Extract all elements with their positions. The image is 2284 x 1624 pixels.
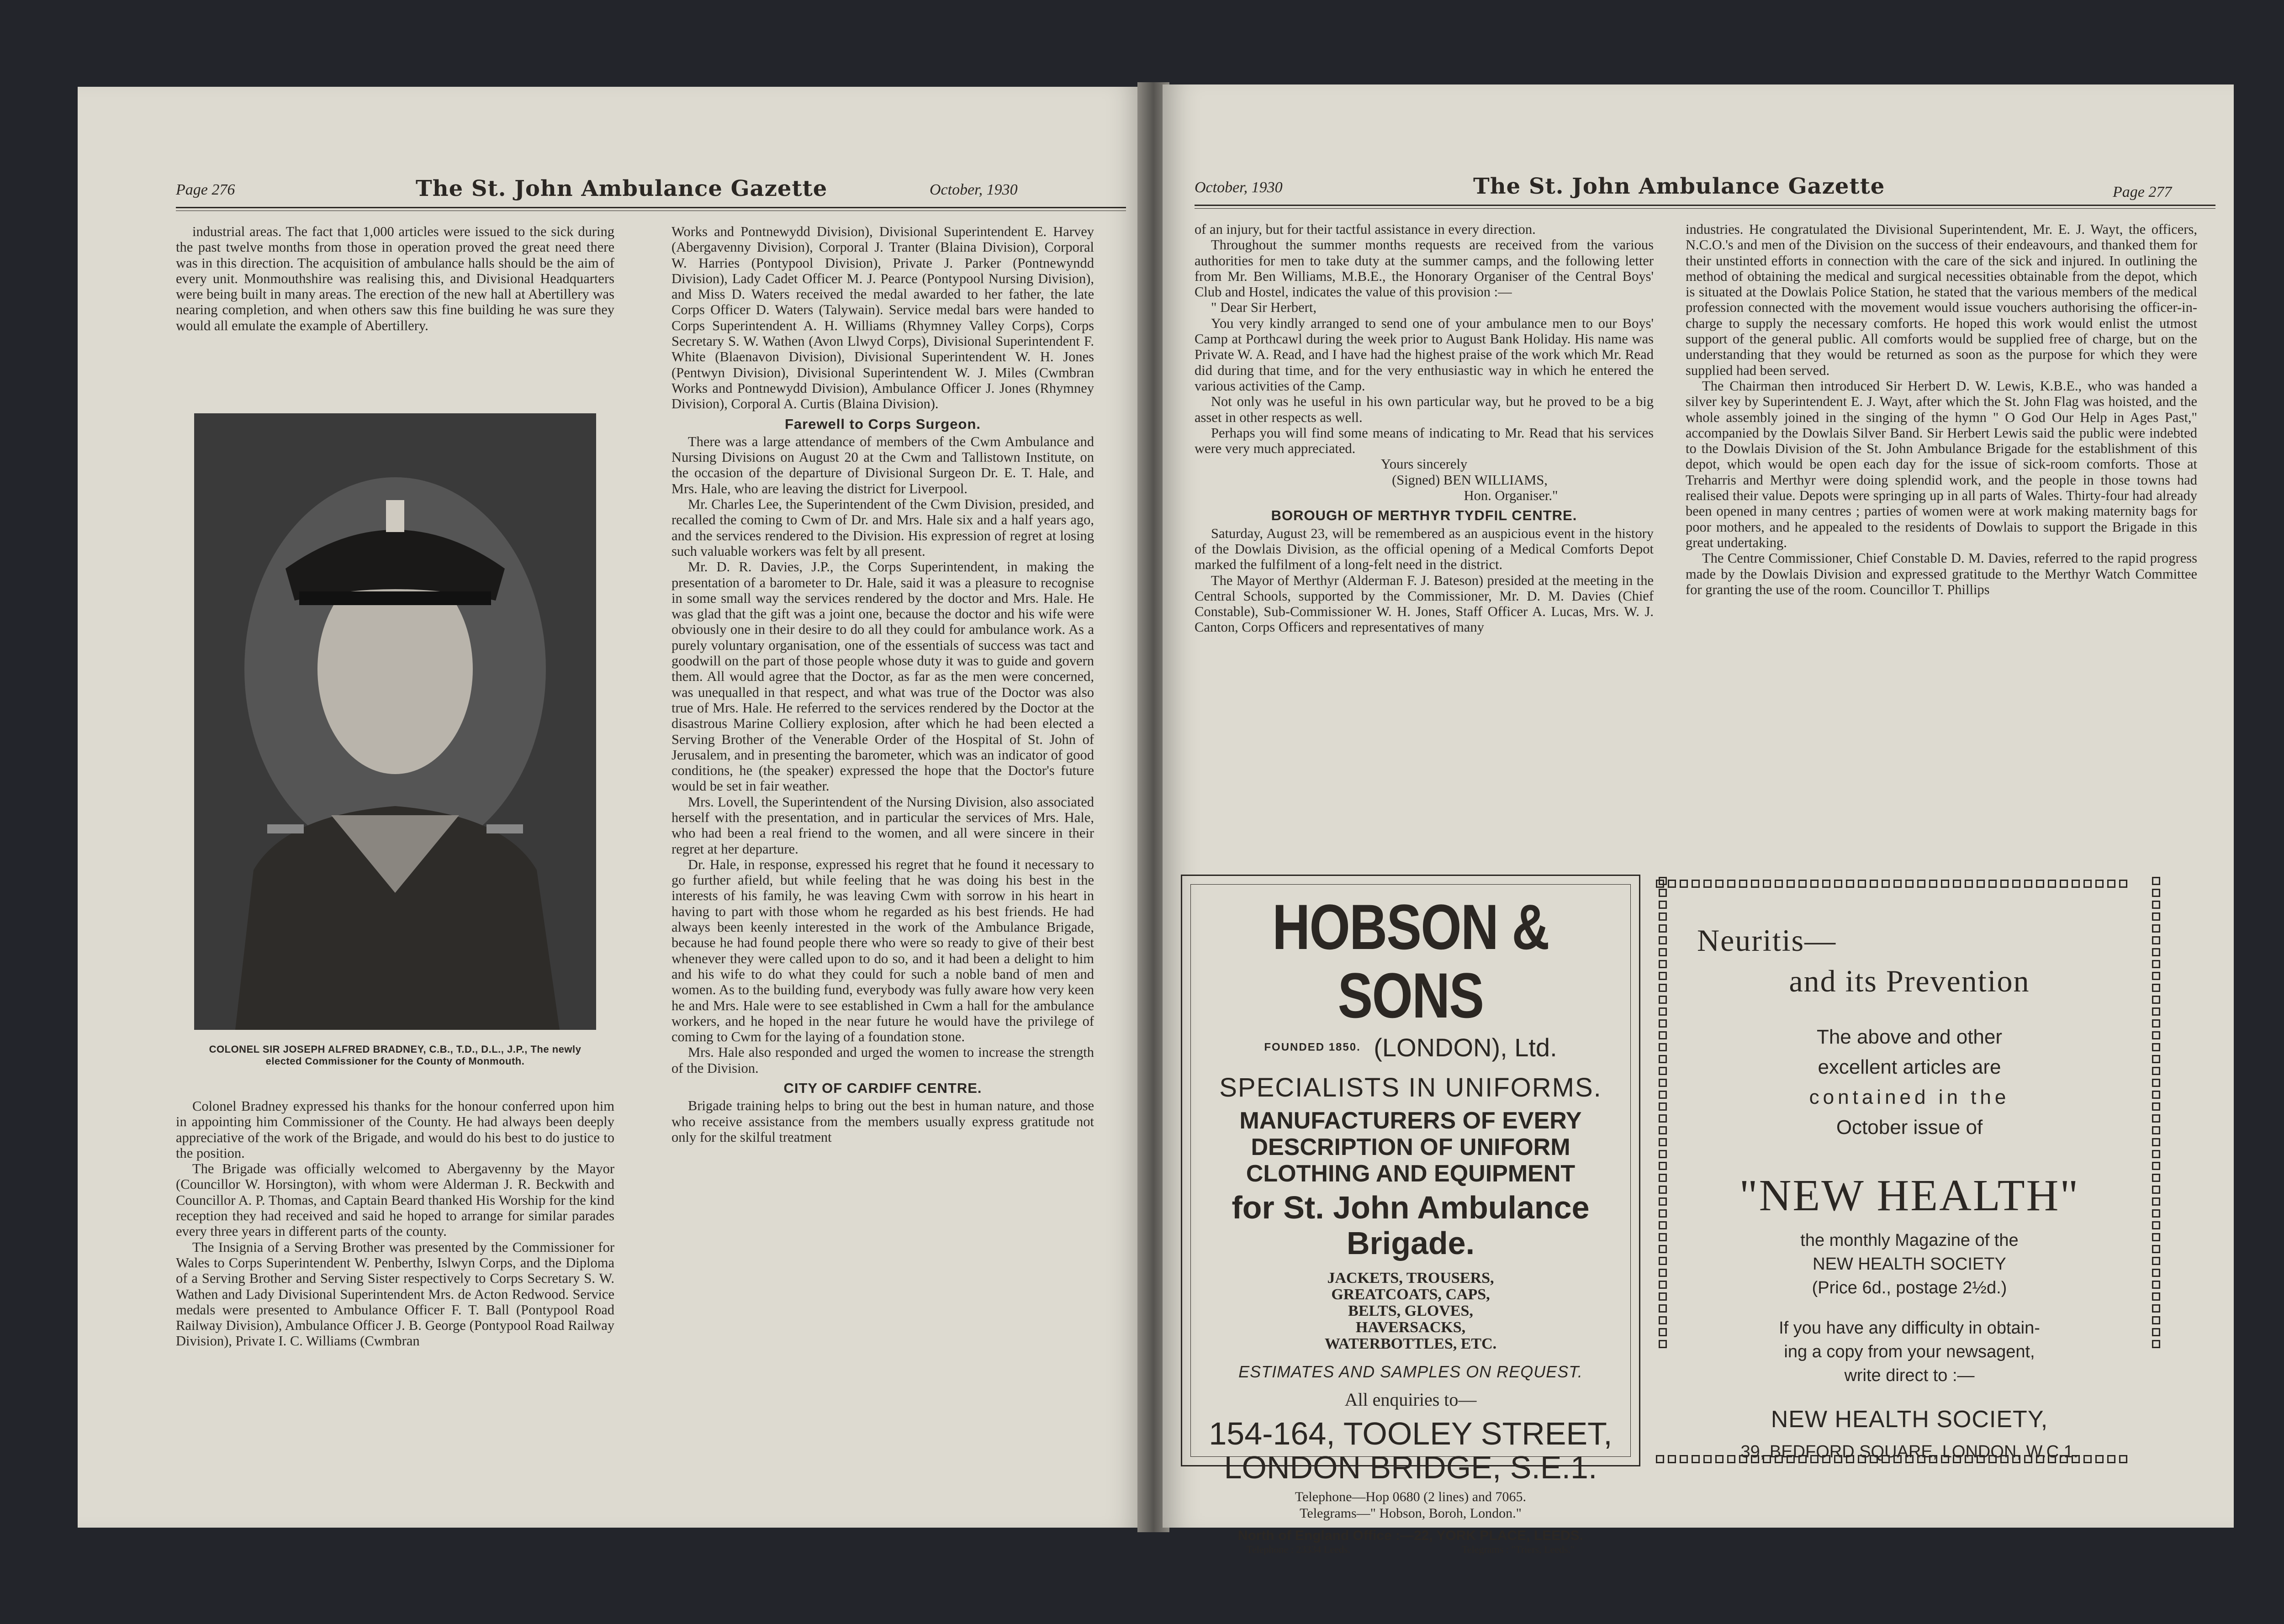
- health-text: The above and other: [1816, 1026, 2003, 1048]
- border-square: [2152, 1197, 2160, 1206]
- hobson-for-line: for St. John Ambulance Brigade.: [1232, 1190, 1590, 1261]
- hobson-telephone: Telephone—Hop 0680 (2 lines) and 7065.: [1295, 1489, 1527, 1504]
- letter-paragraph: You very kindly arranged to send one of your ambulance men to our Boys' Camp at Porthcawl during the week prior to August Bank Holiday. His name was Private W. A. Read, and I have had the highest praise of the work which Mr. Read did during that time, and for the very enthusiastic way in which he entered the various activities of the Camp.: [1195, 315, 1654, 394]
- border-square: [2152, 1209, 2160, 1218]
- border-square: [1763, 880, 1771, 888]
- left-page-number: Page 276: [176, 181, 235, 198]
- hobson-north-office: North of England Office :—22, YORK PLACE, LEEDS.: [1237, 1528, 1584, 1543]
- border-square: [1846, 880, 1854, 888]
- border-square: [2036, 880, 2044, 888]
- border-square: [2152, 912, 2160, 921]
- border-square: [1893, 880, 1902, 888]
- left-header: [78, 176, 1144, 208]
- paragraph: The Chairman then introduced Sir Herbert D. W. Lewis, K.B.E., who was handed a silver key by Superintendent E. J. Wayt, after which the St. John Flag was hoisted, and the whole assembly joined in the singing of the hymn " O God Our Help in Ages Past," accompanied by the Dowlais Silver Band. Sir Herbert Lewis said the public were indebted to the Dowlais Division of the St. John Ambulance Brigade for the establishment of this depot, which would be open each day for the issue of sick-room comforts. Those at Treharris and Merthyr were doing splendid work, and the people in those towns had realised their value. Depots were springing up in all parts of Wales. Thirty-four had already been opened in many centres ; parties of women were at work making maternity bags for poor mothers, and he appealed to the residents of Dowlais to support the Brigade in this great undertaking.: [1686, 378, 2197, 550]
- border-square: [1659, 1043, 1667, 1051]
- border-square: [2152, 1340, 2160, 1348]
- hobson-founded: FOUNDED 1850.: [1264, 1041, 1361, 1054]
- hobson-manufacturers: MANUFACTURERS OF EVERY DESCRIPTION OF UNIFORM CLOTHING AND EQUIPMENT: [1239, 1107, 1582, 1187]
- left-month: October, 1930: [930, 181, 1018, 198]
- portrait-photo: [194, 413, 596, 1030]
- border-square: [2048, 880, 2056, 888]
- left-col2: [671, 224, 1094, 1145]
- border-square: [1659, 1067, 1667, 1075]
- paragraph: The Centre Commissioner, Chief Constable D. M. Davies, referred to the rapid progress made by the Dowlais Division and expressed gratitude to the Merthyr Watch Committee for granting the use of the room. Councillor T. Phillips: [1686, 550, 2197, 597]
- border-square: [1727, 880, 1735, 888]
- border-square: [1659, 889, 1667, 897]
- border-square: [2152, 996, 2160, 1004]
- portrait-caption: COLONEL SIR JOSEPH ALFRED BRADNEY, C.B., T.D., D.L., J.P., The newly elected Commissioner for the County of Monmouth.: [209, 1044, 582, 1067]
- border-square: [1659, 1233, 1667, 1241]
- hobson-advert: [1181, 875, 1640, 1555]
- hobson-address1: 154-164, TOOLEY STREET,: [1209, 1416, 1613, 1451]
- paragraph: Mrs. Hale also responded and urged the women to increase the strength of the Division.: [671, 1044, 1094, 1076]
- border-square: [1703, 880, 1712, 888]
- border-square: [2152, 1114, 2160, 1123]
- border-square: [2152, 1079, 2160, 1087]
- border-square: [1659, 1245, 1667, 1253]
- border-square: [1659, 1162, 1667, 1170]
- right-page-number: Page 277: [2113, 184, 2172, 200]
- border-square: [1659, 1269, 1667, 1277]
- border-square: [1822, 880, 1830, 888]
- border-square: [2152, 1150, 2160, 1158]
- hobson-telegrams: Telegrams—" Hobson, Boroh, London.": [1300, 1506, 1522, 1521]
- hobson-items: [1191, 1270, 1630, 1352]
- border-square: [2152, 1304, 2160, 1313]
- left-col1-top: [176, 224, 614, 333]
- border-square: [1659, 1174, 1667, 1182]
- border-square: [1692, 880, 1700, 888]
- border-square: [1870, 880, 1878, 888]
- letter-paragraph: Perhaps you will find some means of indicating to Mr. Read that his services were very much appreciated.: [1195, 425, 1654, 457]
- paragraph: The Mayor of Merthyr (Alderman F. J. Bateson) presided at the meeting in the Central Schools, supported by the Commissioner, Mr. D. M. Davies (Chief Constable), Sub-Commissioner W. H. Jones, Staff Officer A. Lucas, Mrs. W. J. Canton, Corps Officers and representatives of many: [1195, 572, 1654, 635]
- health-text: October issue of: [1836, 1116, 1983, 1139]
- letter-salutation: " Dear Sir Herbert,: [1211, 300, 1316, 316]
- health-sub: NEW HEALTH SOCIETY: [1813, 1255, 2006, 1274]
- border-square: [2152, 1174, 2160, 1182]
- health-address: 39, BEDFORD SQUARE, LONDON, W.C.1.: [1740, 1442, 2078, 1461]
- decorative-border-top: [1656, 877, 2163, 891]
- border-square: [1953, 880, 1961, 888]
- paragraph: The Brigade was officially welcomed to Abergavenny by the Mayor (Councillor W. Horsington), with whom were Alderman J. R. Beckwith and Councillor A. P. Thomas, and Captain Beard thanked His Worship for the kind reception they had received and said he hoped to arrange for similar parades every three years in different parts of the county.: [176, 1161, 614, 1239]
- new-health-advert: [1656, 877, 2163, 1466]
- border-square: [1715, 880, 1724, 888]
- border-square: [1659, 1102, 1667, 1111]
- health-magazine-title: "NEW HEALTH": [1739, 1171, 2080, 1220]
- border-square: [1659, 1019, 1667, 1028]
- hobson-estimates: ESTIMATES AND SAMPLES ON REQUEST.: [1238, 1362, 1583, 1381]
- border-square: [2152, 1138, 2160, 1146]
- border-square: [2152, 1257, 2160, 1265]
- border-square: [2152, 1067, 2160, 1075]
- hobson-item: JACKETS, TROUSERS,: [1327, 1270, 1494, 1287]
- border-square: [1929, 880, 1937, 888]
- hobson-address2: LONDON BRIDGE, S.E.1.: [1224, 1450, 1597, 1485]
- border-square: [2152, 1162, 2160, 1170]
- hobson-north-tel: Telephone : 23334 Leeds.: [1246, 1544, 1350, 1555]
- border-square: [1834, 880, 1842, 888]
- border-square: [2072, 880, 2080, 888]
- border-square: [1775, 880, 1783, 888]
- border-square: [1659, 1257, 1667, 1265]
- border-square: [2152, 1316, 2160, 1324]
- health-heading2: and its Prevention: [1789, 964, 2030, 998]
- border-square: [1739, 880, 1747, 888]
- hobson-item: GREATCOATS, CAPS,: [1331, 1286, 1490, 1303]
- letter-paragraph: Not only was he useful in his own particular way, but he proved to be a big asset in other respects as well.: [1195, 394, 1654, 425]
- hobson-north-telegrams: Telegrams : "Triers, Leeds.": [1461, 1544, 1575, 1555]
- hobson-specialists: SPECIALISTS IN UNIFORMS.: [1219, 1073, 1602, 1102]
- border-square: [2152, 889, 2160, 897]
- left-gazette-title: The St. John Ambulance Gazette: [416, 176, 828, 201]
- border-square: [1882, 880, 1890, 888]
- border-square: [1659, 1197, 1667, 1206]
- paragraph: Mr. D. R. Davies, J.P., the Corps Superintendent, in making the presentation of a barometer to Dr. Hale, said it was a pleasure to recognise in some small way the services rendered by the doctor and Mrs. Hale. He was glad that the gift was a joint one, because the doctor and his wife were obviously one in their desire to do all they could for ambulance work. As a purely voluntary organisation, one of the essentials of success was tact and goodwill on the part of those people whose duty it was to guide and govern them. All would agree that the Doctor, as far as the men were concerned, was unequalled in that respect, and what was true of the Doctor was also true of Mrs. Hale. He referred to the services rendered by the Doctor at the disastrous Marine Colliery explosion, after which he had been elected a Serving Brother of the Venerable Order of the Hospital of St. John of Jerusalem, and in presenting the barometer, which was an indicator of good conditions, he (the speaker) expressed the hope that the Doctor's future would be set in fair weather.: [671, 559, 1094, 794]
- left-col1-bottom: [176, 1098, 614, 1349]
- health-society: NEW HEALTH SOCIETY,: [1771, 1406, 2048, 1433]
- border-square: [1659, 948, 1667, 956]
- border-square: [1659, 972, 1667, 980]
- border-square: [1659, 1186, 1667, 1194]
- border-square: [2152, 984, 2160, 992]
- paragraph: The Insignia of a Serving Brother was presented by the Commissioner for Wales to Corps Superintendent W. Penberthy, Islwyn Corps, and the Diploma of a Serving Brother and Serving Sister respectively to Corps Secretary S. W. Wathen and Lady Divisional Superintendent Mrs. de Acton Redwood. Service medals were presented to Ambulance Officer F. T. Ball (Pontypool Road Railway Division), Ambulance Officer J. B. George (Pontypool Road Railway Division), Private I. C. Williams (Cwmbran: [176, 1239, 614, 1349]
- paragraph: Mrs. Lovell, the Superintendent of the Nursing Division, also associated herself with the presentation, and in particular the services of Mrs. Hale, who had been a real friend to the women, and all were sincere in their regret at her departure.: [671, 794, 1094, 857]
- health-text: contained in the: [1809, 1086, 2010, 1108]
- border-square: [1905, 880, 1914, 888]
- border-square: [1659, 901, 1667, 909]
- border-square: [1659, 1281, 1667, 1289]
- border-square: [1659, 1031, 1667, 1039]
- paragraph: Mr. Charles Lee, the Superintendent of the Cwm Division, presided, and recalled the coming to Cwm of Dr. and Mrs. Hale six and a half years ago, and the services rendered to the Division. His expression of regret at losing such valuable workers was felt by all present.: [671, 496, 1094, 559]
- border-square: [2152, 924, 2160, 933]
- border-square: [2152, 1233, 2160, 1241]
- border-square: [1965, 880, 1973, 888]
- health-text: excellent articles are: [1818, 1056, 2001, 1078]
- border-square: [2152, 1269, 2160, 1277]
- paragraph: Dr. Hale, in response, expressed his regret that he found it necessary to go further afield, but while feeling that he was doing his best in the interests of his family, he was leaving Cwm with sorrow in his heart in having to part with those whom he regarded as his best friends. He had always been keenly interested in the work of the Ambulance Brigade, because he had found people there who were so ready to give of their best whenever they were called upon to do so, and it had been a delight to him and his wife to do what they could for such a noble band of men and women. As to the building fund, everybody was fully aware how very keen he and Mrs. Hale were to see established in Cwm a hall for the ambulance workers, and he hoped in the near future he would have the privilege of coming to Cwm for the laying of a foundation stone.: [671, 856, 1094, 1045]
- border-square: [1659, 912, 1667, 921]
- border-square: [1659, 960, 1667, 968]
- health-heading1: Neuritis—: [1697, 923, 1837, 958]
- border-square: [2152, 1043, 2160, 1051]
- border-square: [1659, 1316, 1667, 1324]
- border-square: [1659, 984, 1667, 992]
- border-square: [2095, 880, 2104, 888]
- right-header: [1163, 174, 2234, 206]
- paragraph: Throughout the summer months requests are received from the various authorities for men to take duty at the summer camps, and the following letter from Mr. Ben Williams, M.B.E., the Honorary Organiser of the Central Boys' Club and Hostel, indicates the value of this provision :—: [1195, 237, 1654, 300]
- paragraph: of an injury, but for their tactful assistance in every direction.: [1195, 221, 1536, 237]
- border-square: [1858, 880, 1866, 888]
- letter-role: Hon. Organiser.": [1464, 488, 1558, 504]
- border-square: [2152, 1328, 2160, 1336]
- border-square: [1659, 1292, 1667, 1301]
- border-square: [2152, 936, 2160, 944]
- border-square: [1988, 880, 1997, 888]
- paragraph: There was a large attendance of members of the Cwm Ambulance and Nursing Divisions on August 20 at the Cwm and Tallistown Institute, on the occasion of the departure of Divisional Surgeon Dr. E. T. Hale, and Mrs. Hale, who are leaving the district for Liverpool.: [671, 433, 1094, 496]
- border-square: [1917, 880, 1925, 888]
- hobson-item: HAVERSACKS,: [1355, 1319, 1466, 1336]
- paragraph: industrial areas. The fact that 1,000 articles were issued to the sick during the past twelve months from those in operation proved the great need there was in this direction. The acquisition of ambulance halls should be the aim of every unit. Monmouthshire was realising this, and Divisional Headquarters were being built in many areas. The erection of the new hall at Abertillery was nearing completion, and when others saw this fine building he was sure they would all emulate the example of Abertillery.: [176, 224, 614, 333]
- border-square: [2152, 901, 2160, 909]
- border-square: [2152, 1055, 2160, 1063]
- border-square: [1810, 880, 1819, 888]
- right-gazette-title: The St. John Ambulance Gazette: [1473, 174, 1885, 199]
- border-square: [2152, 1126, 2160, 1134]
- border-square: [1659, 1007, 1667, 1016]
- paragraph: Works and Pontnewydd Division), Divisional Superintendent E. Harvey (Abergavenny Division), Corporal J. Tranter (Blaina Division), Corporal W. Harries (Pontypool Division), Private J. Parker (Pontnewyndd Division), Lady Cadet Officer M. J. Pearce (Pontypool Nursing Division), and Miss D. Waters received the medal awarded to her father, the late Corps Officer D. Waters (Talywain). Service medal bars were handed to Corps Superintendent A. H. Williams (Rhymney Valley Corps), Corps Secretary S. W. Wathen (Avon Llwyd Corps), Divisional Superintendent F. White (Blaenavon Division), Divisional Superintendent W. H. Jones (Pentwyn Division), Divisional Superintendent W. J. Miles (Cwmbran Works and Pontnewydd Division), Ambulance Officer J. Jones (Rhymney Division), Corporal A. Curtis (Blaina Division).: [671, 224, 1094, 412]
- border-square: [2152, 960, 2160, 968]
- border-square: [2152, 972, 2160, 980]
- border-square: [1659, 1304, 1667, 1313]
- border-square: [2060, 880, 2068, 888]
- border-square: [2119, 880, 2127, 888]
- border-square: [1659, 1150, 1667, 1158]
- health-if: If you have any difficulty in obtain-: [1779, 1318, 2040, 1338]
- border-square: [1751, 880, 1759, 888]
- border-square: [2152, 1031, 2160, 1039]
- border-square: [2152, 1091, 2160, 1099]
- letter-signoff: Yours sincerely: [1380, 456, 1468, 472]
- border-square: [2152, 1281, 2160, 1289]
- border-square: [2152, 1007, 2160, 1016]
- health-if: ing a copy from your newsagent,: [1784, 1342, 2035, 1361]
- paragraph: Brigade training helps to bring out the best in human nature, and those who receive assistance from the members usually express gratitude not only for the skilful treatment: [671, 1098, 1094, 1145]
- border-square: [1659, 924, 1667, 933]
- health-price: (Price 6d., postage 2½d.): [1812, 1278, 2007, 1297]
- border-square: [1787, 880, 1795, 888]
- border-square: [1659, 1138, 1667, 1146]
- paragraph: Colonel Bradney expressed his thanks for the honour conferred upon him in appointing him Commissioner of the County. He had always been deeply appreciative of the work of the Brigade, and would do his best to do justice to the position.: [176, 1098, 614, 1161]
- left-page: [78, 87, 1144, 1528]
- decorative-border-right: [2149, 877, 2163, 1466]
- hobson-item: WATERBOTTLES, ETC.: [1324, 1335, 1497, 1352]
- decorative-border-left: [1656, 877, 1670, 1466]
- border-square: [1659, 1079, 1667, 1087]
- paragraph: industries. He congratulated the Divisional Superintendent, Mr. E. J. Wayt, the officers, N.C.O.'s and men of the Division on the success of their endeavours, and thanked them for their unstinted efforts in connection with the care of the sick and injured. In outlining the method of obtaining the medical and surgical necessities obtainable from the depot, which is situated at the Dowlais Police Station, he stated that the various members of the medical profession connected with the movement would issue vouchers authorising the officer-in-charge to supply the necessary comforts. He hoped this work would enlist the utmost support of the general public. All comforts would be supplied free of charge, but on the understanding that they would be returned as soon as the purpose for which they were supplied had been served.: [1686, 221, 2197, 378]
- border-square: [2152, 1245, 2160, 1253]
- paragraph: Saturday, August 23, will be remembered as an auspicious event in the history of the Dowlais Division, as the official opening of a Medical Comforts Depot marked the fulfilment of a long-felt need in the district.: [1195, 525, 1654, 573]
- border-square: [2083, 880, 2092, 888]
- hobson-name: HOBSON & SONS: [1272, 891, 1549, 1031]
- border-square: [1659, 877, 1667, 885]
- hobson-london: (LONDON), Ltd.: [1374, 1033, 1557, 1062]
- right-col2: [1686, 221, 2197, 597]
- right-page: [1163, 84, 2234, 1555]
- heading-cardiff: CITY OF CARDIFF CENTRE.: [783, 1080, 982, 1097]
- border-square: [1798, 880, 1807, 888]
- border-square: [1977, 880, 1985, 888]
- border-square: [1659, 1114, 1667, 1123]
- letter-signed: (Signed) BEN WILLIAMS,: [1392, 472, 1548, 488]
- border-square: [1659, 1221, 1667, 1229]
- border-square: [2152, 877, 2160, 885]
- heading-merthyr: BOROUGH OF MERTHYR TYDFIL CENTRE.: [1271, 507, 1577, 524]
- border-square: [1659, 1126, 1667, 1134]
- border-square: [1659, 1340, 1667, 1348]
- border-square: [2152, 948, 2160, 956]
- heading-farewell: Farewell to Corps Surgeon.: [784, 416, 981, 432]
- border-square: [2107, 880, 2115, 888]
- border-square: [1659, 1328, 1667, 1336]
- health-sub: the monthly Magazine of the: [1800, 1231, 2019, 1250]
- border-square: [2152, 1292, 2160, 1301]
- border-square: [1680, 880, 1688, 888]
- hobson-enquiries: All enquiries to—: [1344, 1389, 1477, 1410]
- border-square: [2152, 1019, 2160, 1028]
- border-square: [1659, 1055, 1667, 1063]
- border-square: [2152, 1221, 2160, 1229]
- health-if: write direct to :—: [1844, 1366, 1975, 1385]
- border-square: [2152, 1186, 2160, 1194]
- border-square: [1659, 1209, 1667, 1218]
- right-month: October, 1930: [1195, 179, 1283, 196]
- border-square: [2024, 880, 2032, 888]
- border-square: [1659, 936, 1667, 944]
- border-square: [1659, 996, 1667, 1004]
- border-square: [1659, 1091, 1667, 1099]
- border-square: [2000, 880, 2009, 888]
- hobson-item: BELTS, GLOVES,: [1348, 1302, 1473, 1319]
- border-square: [1941, 880, 1949, 888]
- border-square: [2012, 880, 2020, 888]
- right-col1: [1195, 221, 1654, 635]
- border-square: [2152, 1102, 2160, 1111]
